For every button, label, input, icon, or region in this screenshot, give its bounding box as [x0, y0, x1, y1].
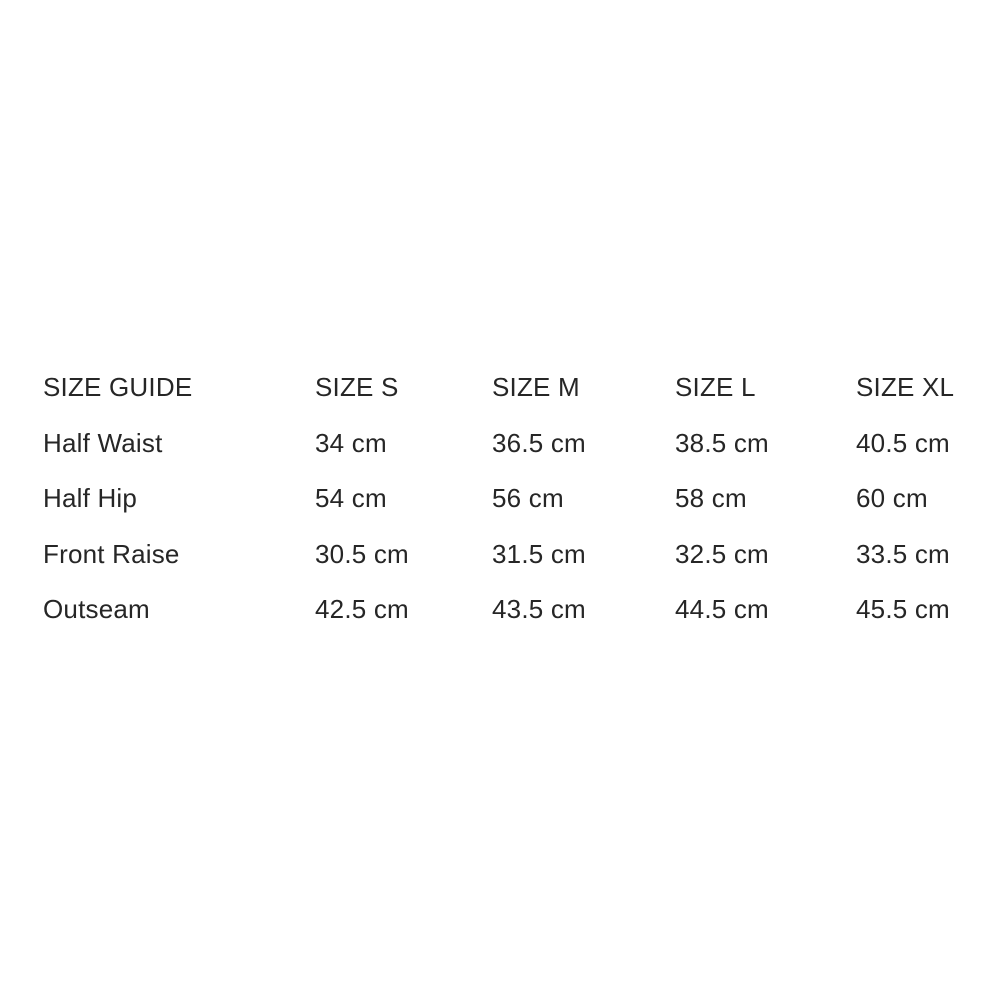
row-label-outseam: Outseam	[43, 594, 150, 625]
measurement-cell: 31.5 cm	[492, 538, 586, 569]
measurement-cell: 54 cm	[315, 483, 387, 514]
row-label-front-raise: Front Raise	[43, 538, 180, 569]
measurement-cell: 38.5 cm	[675, 427, 769, 458]
measurement-cell: 45.5 cm	[856, 594, 950, 625]
row-label-half-waist: Half Waist	[43, 427, 163, 458]
row-label-half-hip: Half Hip	[43, 483, 138, 514]
measurement-cell: 44.5 cm	[675, 594, 769, 625]
measurement-cell: 33.5 cm	[856, 538, 950, 569]
size-guide-table	[43, 360, 954, 638]
measurement-cell: 42.5 cm	[315, 594, 409, 625]
header-cell-size-l: SIZE L	[675, 372, 756, 403]
measurement-cell: 36.5 cm	[492, 427, 586, 458]
measurement-cell: 30.5 cm	[315, 538, 409, 569]
measurement-cell: 58 cm	[675, 483, 747, 514]
measurement-cell: 60 cm	[856, 483, 928, 514]
measurement-cell: 32.5 cm	[675, 538, 769, 569]
measurement-cell: 34 cm	[315, 427, 387, 458]
header-cell-size-guide: SIZE GUIDE	[43, 372, 193, 403]
header-cell-size-s: SIZE S	[315, 372, 399, 403]
header-cell-size-m: SIZE M	[492, 372, 580, 403]
measurement-cell: 40.5 cm	[856, 427, 950, 458]
header-cell-size-xl: SIZE XL	[856, 372, 955, 403]
measurement-cell: 43.5 cm	[492, 594, 586, 625]
measurement-cell: 56 cm	[492, 483, 564, 514]
